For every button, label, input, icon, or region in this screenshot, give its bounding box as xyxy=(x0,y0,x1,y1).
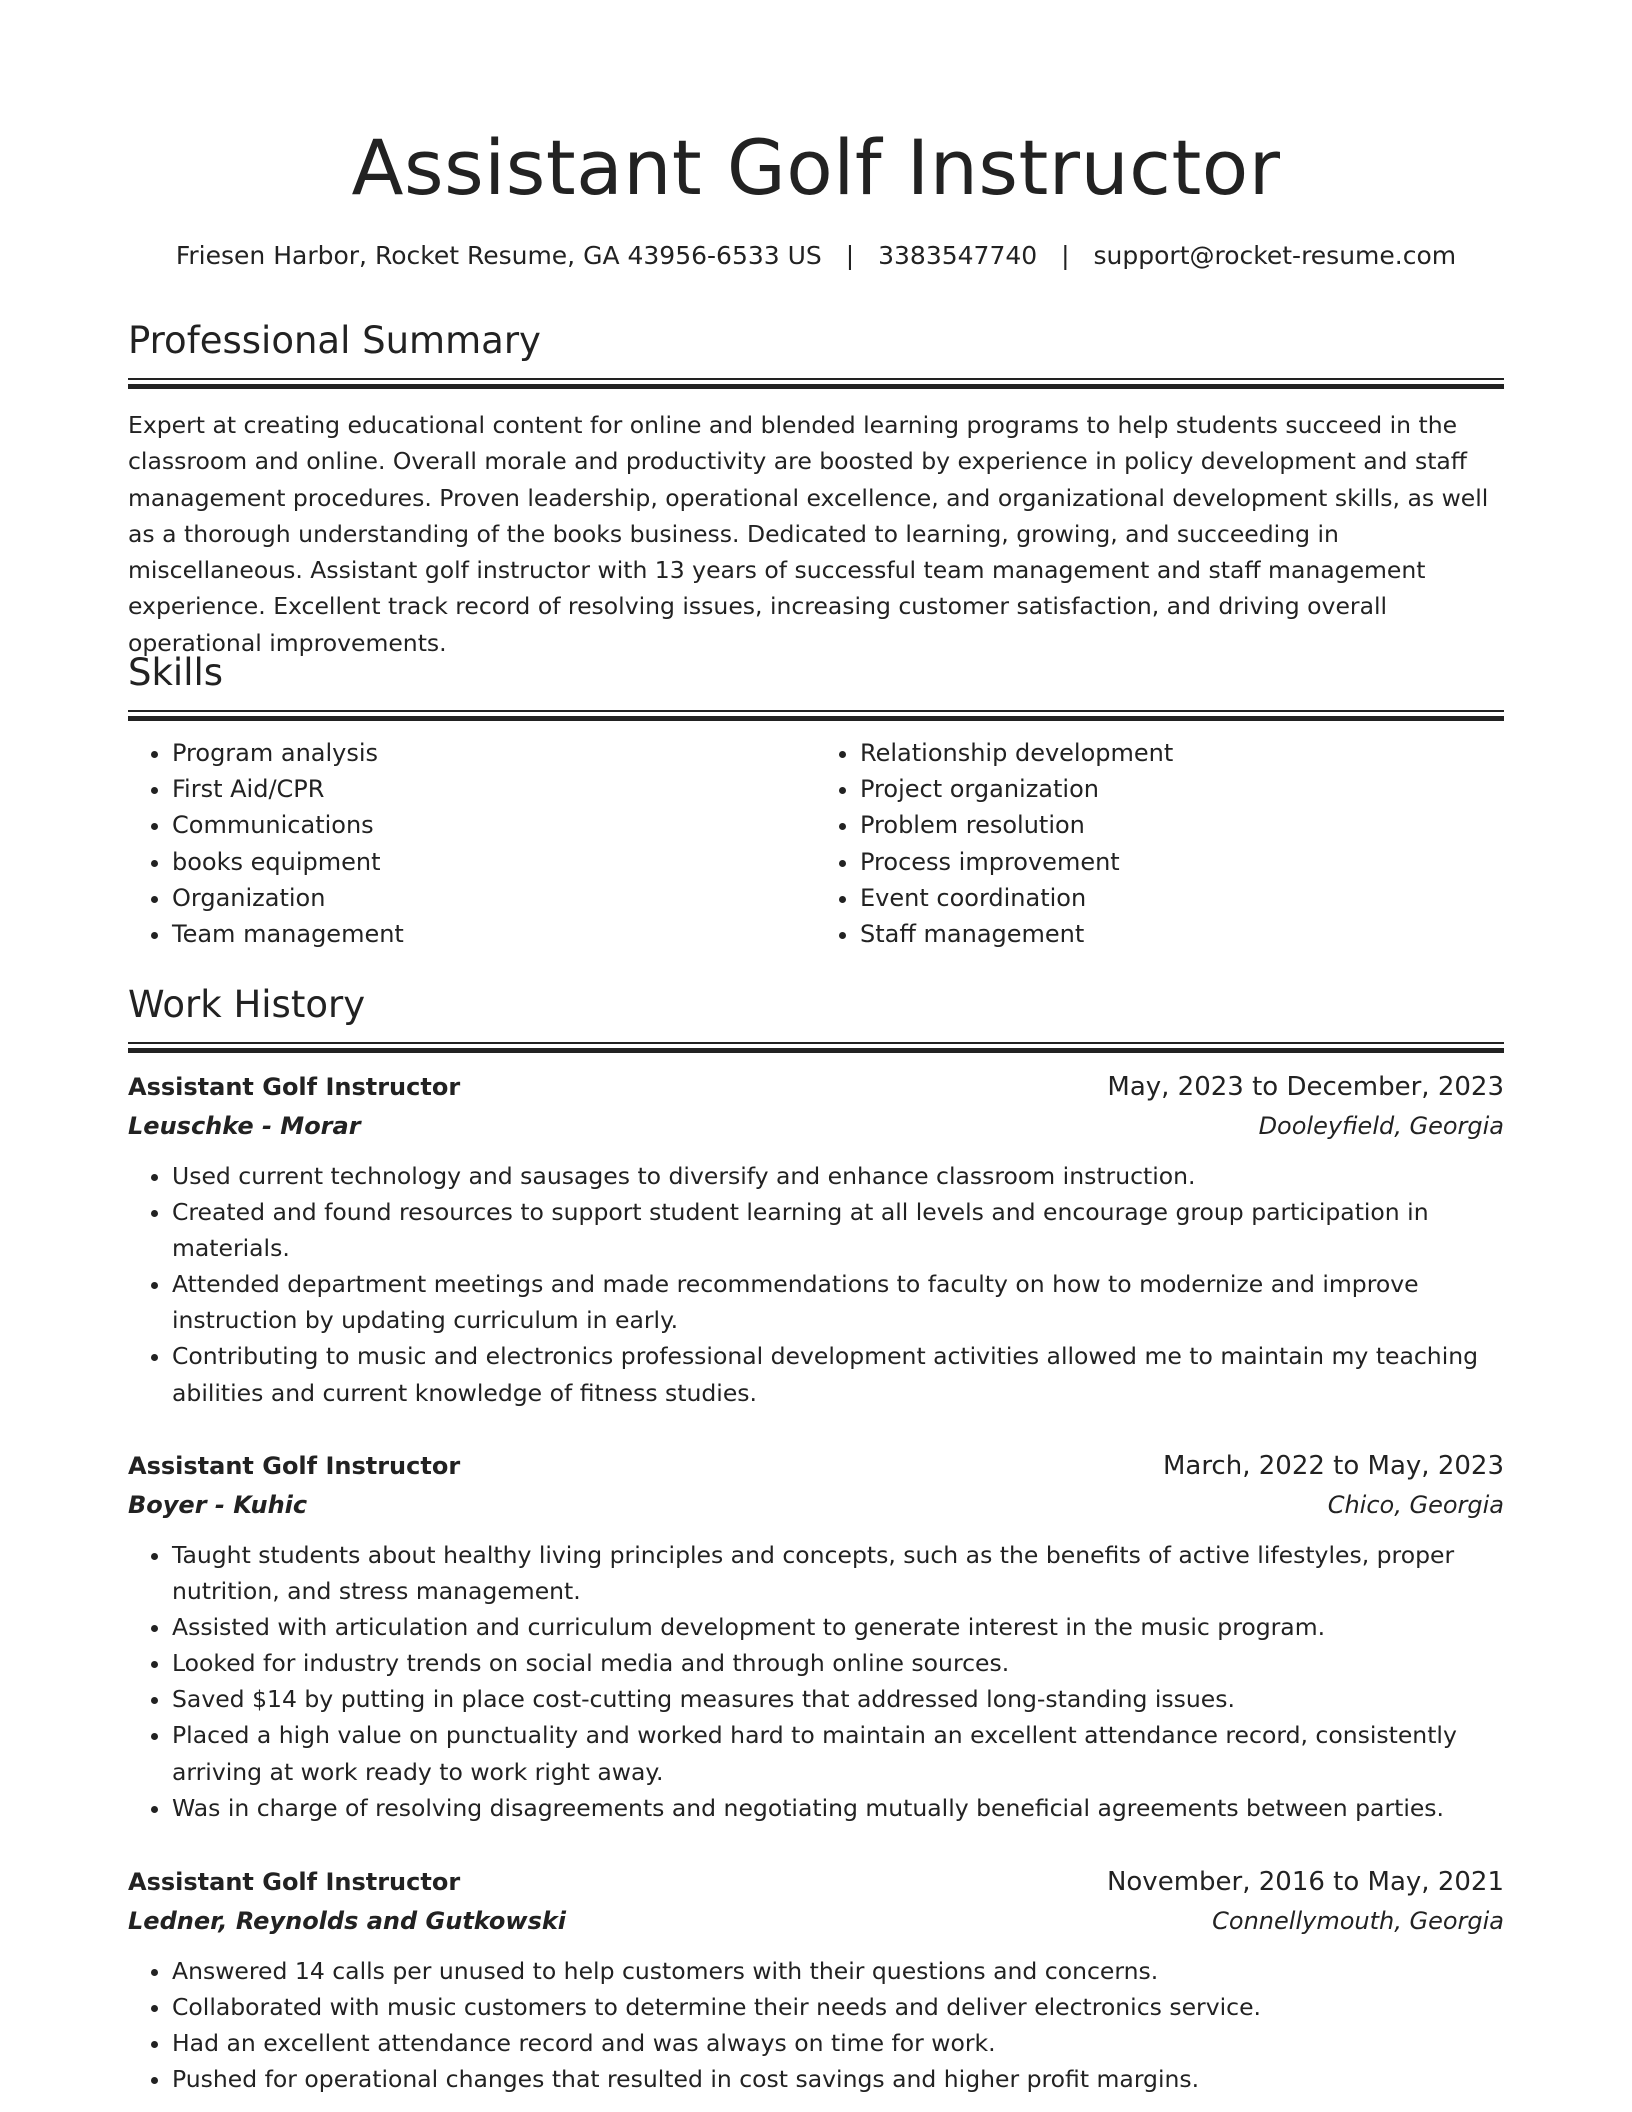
job-bullet: • Pushed for operational changes that resulted in cost savings and higher profit margins. xyxy=(172,2061,1504,2097)
summary-text: Expert at creating educational content for online and blended learning programs to help students succeed in the classroom and online. Overall morale and productivity are boosted by experience in policy development and staff management procedures. Proven leadership, operational excellence, and organizational development skills, as well as a thorough understanding of the books business. Dedicated to learning, growing, and succeeding in miscellaneous. Assistant golf instructor with 13 years of successful team management and staff management experience. Excellent track record of resolving issues, increasing customer satisfaction, and driving overall operational improvements. xyxy=(128,411,1489,657)
contact-address: Friesen Harbor, Rocket Resume, GA 43956-6533 US xyxy=(175,241,822,270)
job-entry xyxy=(128,1863,1504,2097)
job-bullets xyxy=(128,1537,1504,1826)
skill-item: • Organization xyxy=(172,880,816,916)
contact-phone: 3383547740 xyxy=(878,241,1038,270)
skills-columns xyxy=(128,735,1504,952)
skill-item: • Process improvement xyxy=(860,844,1504,880)
job-location: Dooleyfield, Georgia xyxy=(1258,1112,1504,1140)
job-dates: November, 2016 to May, 2021 xyxy=(1106,1867,1504,1897)
job-bullet: • Taught students about healthy living principles and concepts, such as the benefits of active lifestyles, proper nutrition, and stress management. xyxy=(172,1537,1504,1609)
job-title: Assistant Golf Instructor xyxy=(128,1073,461,1101)
job-bullet: • Contributing to music and electronics professional development activities allowed me to maintain my teaching abilities and current knowledge of fitness studies. xyxy=(172,1338,1504,1410)
contact-separator: | xyxy=(845,241,855,270)
skill-item: • Relationship development xyxy=(860,735,1504,771)
skill-item: • Event coordination xyxy=(860,880,1504,916)
job-employer-row xyxy=(128,1901,1504,1941)
job-company: Boyer - Kuhic xyxy=(128,1491,308,1519)
job-bullet: • Assisted with articulation and curriculum development to generate interest in the music program. xyxy=(172,1609,1504,1645)
job-bullet: • Created and found resources to support student learning at all levels and encourage group participation in materials. xyxy=(172,1194,1504,1266)
job-header-row xyxy=(128,1863,1504,1901)
job-employer-row xyxy=(128,1485,1504,1525)
skill-item: • Project organization xyxy=(860,771,1504,807)
skills-list-right xyxy=(816,735,1504,952)
summary-heading: Professional Summary xyxy=(128,319,541,362)
section-divider xyxy=(128,710,1504,721)
summary-section xyxy=(128,316,1504,661)
job-bullet: • Attended department meetings and made recommendations to faculty on how to modernize and improve instruction by updating curriculum in early. xyxy=(172,1266,1504,1338)
skill-item: • Team management xyxy=(172,916,816,952)
job-company: Ledner, Reynolds and Gutkowski xyxy=(128,1907,567,1935)
skill-item: • First Aid/CPR xyxy=(172,771,816,807)
job-location: Chico, Georgia xyxy=(1327,1491,1504,1519)
skills-section xyxy=(128,648,1504,952)
candidate-name: Assistant Golf Instructor xyxy=(351,123,1281,212)
contact-separator: | xyxy=(1061,241,1070,270)
job-location: Connellymouth, Georgia xyxy=(1212,1907,1504,1935)
work-history-heading: Work History xyxy=(128,983,366,1026)
job-bullet: • Was in charge of resolving disagreements and negotiating mutually beneficial agreements between parties. xyxy=(172,1790,1504,1826)
contact-email: support@rocket-resume.com xyxy=(1093,241,1457,270)
job-bullet: • Placed a high value on punctuality and worked hard to maintain an excellent attendance record, consistently arriving at work ready to work right away. xyxy=(172,1717,1504,1789)
job-header-row xyxy=(128,1068,1504,1106)
job-bullet: • Answered 14 calls per unused to help customers with their questions and concerns. xyxy=(172,1953,1504,1989)
job-entry xyxy=(128,1068,1504,1411)
job-bullet: • Looked for industry trends on social media and through online sources. xyxy=(172,1645,1504,1681)
skill-item: • Program analysis xyxy=(172,735,816,771)
job-employer-row xyxy=(128,1106,1504,1146)
job-title: Assistant Golf Instructor xyxy=(128,1868,461,1896)
job-title: Assistant Golf Instructor xyxy=(128,1452,461,1480)
skill-item: • Problem resolution xyxy=(860,807,1504,843)
section-divider xyxy=(128,378,1504,389)
contact-line xyxy=(128,238,1504,274)
job-header-row xyxy=(128,1447,1504,1485)
job-dates: March, 2022 to May, 2023 xyxy=(1162,1451,1504,1481)
job-entry xyxy=(128,1447,1504,1826)
job-bullet: • Collaborated with music customers to determine their needs and deliver electronics service. xyxy=(172,1989,1504,2025)
job-bullet: • Saved $14 by putting in place cost-cutting measures that addressed long-standing issues. xyxy=(172,1681,1504,1717)
skills-list-left xyxy=(128,735,816,952)
section-divider xyxy=(128,1042,1504,1053)
job-bullets xyxy=(128,1158,1504,1411)
job-bullets xyxy=(128,1953,1504,2097)
job-company: Leuschke - Morar xyxy=(128,1112,361,1140)
job-bullet: • Used current technology and sausages to diversify and enhance classroom instruction. xyxy=(172,1158,1504,1194)
work-history-section xyxy=(128,980,1504,1053)
skill-item: • books equipment xyxy=(172,844,816,880)
job-bullet: • Had an excellent attendance record and was always on time for work. xyxy=(172,2025,1504,2061)
skills-heading: Skills xyxy=(128,651,224,694)
skill-item: • Staff management xyxy=(860,916,1504,952)
skill-item: • Communications xyxy=(172,807,816,843)
job-dates: May, 2023 to December, 2023 xyxy=(1107,1072,1504,1102)
